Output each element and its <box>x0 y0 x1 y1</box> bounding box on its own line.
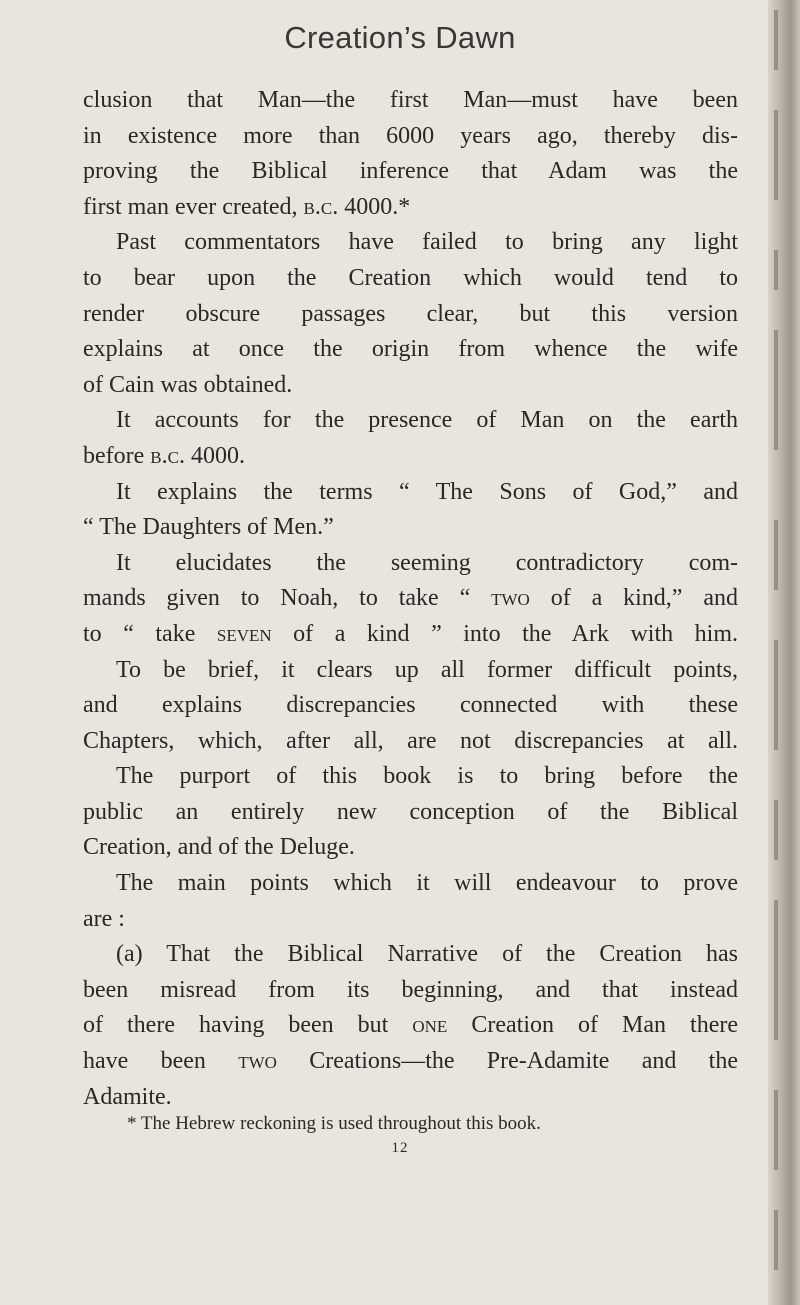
text-line: explains at once the origin from whence the wife <box>83 336 738 363</box>
text-line: Creation, and of the Deluge. <box>83 834 355 861</box>
text-line: It explains the terms “ The Sons of God,” and <box>116 478 738 505</box>
text-line: in existence more than 6000 years ago, thereby dis- <box>83 122 738 149</box>
text-line: The main points which it will endeavour to prove <box>116 870 738 897</box>
text-line: to bear upon the Creation which would tend to <box>83 264 738 291</box>
footnote: * The Hebrew reckoning is used throughout this book. <box>127 1113 541 1134</box>
text-line: been misread from its beginning, and that instead <box>83 976 738 1003</box>
text-line: render obscure passages clear, but this version <box>83 300 738 327</box>
text-line: have been two Creations—the Pre-Adamite and the <box>83 1048 738 1075</box>
text-line: It elucidates the seeming contradictory com- <box>116 549 738 576</box>
text-line: public an entirely new conception of the Biblical <box>83 798 738 825</box>
text-line: mands given to Noah, to take “ two of a kind,” and <box>83 585 738 612</box>
text-line: Adamite. <box>83 1083 172 1110</box>
text-line: clusion that Man—the first Man—must have been <box>83 87 738 113</box>
page-number: 12 <box>391 1140 409 1156</box>
running-head: Creation’s Dawn <box>284 20 516 55</box>
body-text <box>83 83 738 1115</box>
text-line: “ The Daughters of Men.” <box>83 514 334 541</box>
text-line: (a) That the Biblical Narrative of the Creation has <box>116 941 738 968</box>
text-line: of there having been but one Creation of Man there <box>83 1012 739 1039</box>
text-line: to “ take seven of a kind ” into the Ark with him. <box>83 620 739 647</box>
text-line: first man ever created, b.c. 4000.* <box>83 193 411 220</box>
text-line: and explains discrepancies connected with these <box>83 692 738 719</box>
text-line: It accounts for the presence of Man on the earth <box>116 407 738 434</box>
text-line: Past commentators have failed to bring any light <box>116 229 738 256</box>
text-line: of Cain was obtained. <box>83 371 293 398</box>
text-line: The purport of this book is to bring before the <box>116 763 738 790</box>
text-line: before b.c. 4000. <box>83 442 245 469</box>
text-line: To be brief, it clears up all former difficult points, <box>116 656 738 683</box>
page-edge-shadow <box>768 0 800 1305</box>
text-line: Chapters, which, after all, are not discrepancies at all. <box>83 727 738 754</box>
text-line: are : <box>83 905 125 932</box>
text-line: proving the Biblical inference that Adam was the <box>83 158 738 185</box>
